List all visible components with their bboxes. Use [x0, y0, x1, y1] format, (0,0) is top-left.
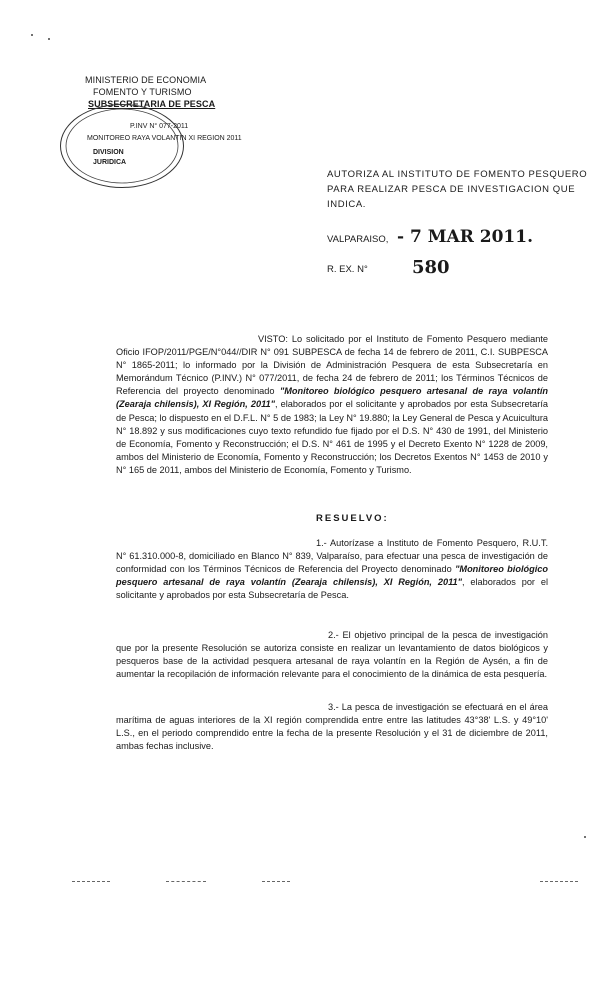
- resolution-item-2: [116, 629, 548, 681]
- stamp-ring-icon: [61, 105, 183, 187]
- resolution-number: 580: [412, 257, 450, 278]
- visto-text: Lo solicitado por el Instituto de Fomento Pesquero mediante Oficio IFOP/2011/PGE/N°044//DIR N° 091 SUBPESCA de fecha 14 de febrero de 2011, C.I. SUBPESCA N° 1865-2011; lo informado por la División de Administración Pesquera de esta Subsecretaría en Memorándum Técnico (P.INV.) N° 077/2011, de fecha 24 de febrero de 2011; los Términos Técnicos de Referencia del proyecto denominado: [116, 334, 548, 397]
- scan-mark: [166, 881, 206, 882]
- visto-text-after: , elaborados por el solicitante y aprobados por esta Subsecretaría de Pesca; lo dispuesto en el D.F.L. N° 5 de 1983; la Ley N° 19.880; la Ley General de Pesca y Acuicultura N° 18.892 y sus modificaciones cuyo texto refundido fue fijado por el D.S. N° 430 de 1991, del Ministerio de Economía, Fomento y Reconstrucción; el D.S. N° 461 de 1995 y el Decreto Exento N° 1228 de 2009, ambos del Ministerio de Economía, Fomento y Reconstrucción; los Decretos Exentos N° 1453 de 2010 y N° 165 de 2011, ambos del Ministerio de Economía, Fomento y Turismo.: [116, 399, 548, 475]
- item-2-number: 2.-: [328, 630, 339, 640]
- scan-mark: [262, 881, 290, 882]
- visto-paragraph: [116, 333, 548, 477]
- ministry-subname: FOMENTO Y TURISMO: [93, 87, 192, 97]
- item-2-text: El objetivo principal de la pesca de investigación que por la presente Resolución se autoriza consiste en realizar un levantamiento de datos biológicos y pesqueros base de la actividad pesquera artesanal de raya volantín en la Región de Aysén, a fin de aumentar la recopilación de información relevante para el conocimiento de la dinámica de esta pesquería.: [116, 630, 548, 680]
- subject-line-1: AUTORIZA AL INSTITUTO DE FOMENTO PESQUERO: [327, 169, 588, 180]
- scan-speck: [31, 34, 33, 36]
- subject-line-2: PARA REALIZAR PESCA DE INVESTIGACION QUE: [327, 184, 576, 195]
- place-label: VALPARAISO,: [327, 234, 389, 245]
- handwritten-date: - 7 MAR 2011.: [397, 227, 534, 247]
- division-name: JURIDICA: [93, 159, 127, 166]
- item-1-text-after: , elaborados por el solicitante y aprobados por esta Subsecretaría de Pesca.: [116, 577, 549, 601]
- reference-pinv: P.INV N° 077-2011: [130, 123, 189, 130]
- scan-speck: [584, 836, 586, 838]
- ministry-name: MINISTERIO DE ECONOMIA: [85, 75, 207, 85]
- reference-project: MONITOREO RAYA VOLANTIN XI REGION 2011: [87, 135, 242, 142]
- scan-mark: [72, 881, 110, 882]
- resolution-label: R. EX. N°: [327, 264, 368, 275]
- visto-lead: VISTO:: [258, 334, 288, 344]
- item-3-text: La pesca de investigación se efectuará en el área marítima de aguas interiores de la XI región comprendida entre entre las latitudes 43°38' L.S. y 49°10' L.S., en el periodo comprendido entre la fecha de la presente Resolución y el 31 de diciembre de 2011, ambas fechas inclusive.: [116, 702, 548, 752]
- item-1-text: Autorízase a Instituto de Fomento Pesquero, R.U.T. N° 61.310.000-8, domiciliado en Blanco N° 839, Valparaíso, para efectuar una pesca de investigación de conformidad con los Términos Técnicos de Referencia del Proyecto denominado: [116, 538, 548, 575]
- item-1-project-name: "Monitoreo biológico pesquero artesanal de raya volantín (Zearaja chilensis), XI Región, 2011": [116, 564, 548, 588]
- division-label: DIVISION: [93, 149, 124, 156]
- scan-speck: [48, 38, 50, 40]
- visto-project-name: "Monitoreo biológico pesquero artesanal de raya volantín (Zearaja chilensis), XI Región, 2011": [116, 386, 548, 410]
- resolution-item-1: [116, 537, 548, 602]
- official-stamp: [60, 104, 184, 188]
- subject-line-3: INDICA.: [327, 199, 367, 210]
- scan-mark: [540, 881, 578, 882]
- resolution-item-3: [116, 701, 548, 753]
- item-1-number: 1.-: [316, 538, 327, 548]
- subsecretaria-name: SUBSECRETARIA DE PESCA: [88, 99, 216, 109]
- item-3-number: 3.-: [328, 702, 339, 712]
- resuelvo-heading: RESUELVO:: [316, 513, 389, 524]
